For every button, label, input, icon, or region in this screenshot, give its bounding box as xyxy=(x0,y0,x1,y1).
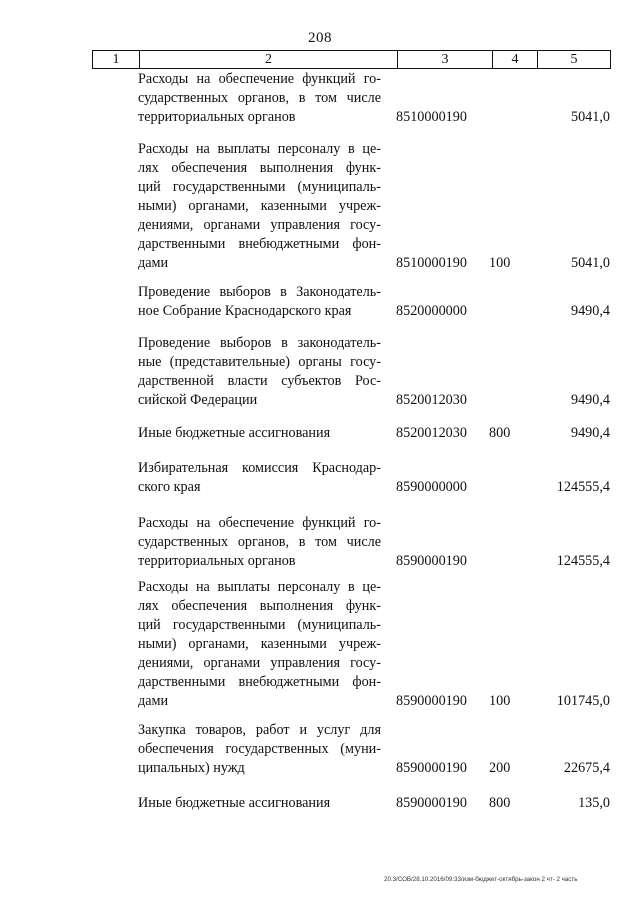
row-description-line: Расходы на обеспечение функций го- xyxy=(138,71,381,87)
row-amount: 22675,4 xyxy=(563,760,610,776)
row-description-line: сийской Федерации xyxy=(138,392,258,408)
row-description-line: ными) органами, казенными учреж- xyxy=(138,198,381,214)
row-target-code: 8510000190 xyxy=(396,255,467,271)
row-description-line: Расходы на обеспечение функций го- xyxy=(138,515,381,531)
row-description-line: Проведение выборов в законодатель- xyxy=(138,335,381,351)
row-description xyxy=(138,283,381,321)
row-description-line: сударственных органов, в том числе xyxy=(138,534,381,550)
row-amount: 9490,4 xyxy=(570,392,610,408)
row-description xyxy=(138,794,381,813)
row-target-code: 8590000190 xyxy=(396,760,467,776)
row-description xyxy=(138,514,381,571)
column-header-4: 4 xyxy=(493,51,538,69)
row-description xyxy=(138,334,381,410)
row-description-line: дениями, органами управления госу- xyxy=(138,217,381,233)
row-target-code: 8590000000 xyxy=(396,479,467,495)
row-target-code: 8520000000 xyxy=(396,303,467,319)
row-description xyxy=(138,140,381,273)
row-description-line: ципальных) нужд xyxy=(138,760,245,776)
row-description xyxy=(138,70,381,127)
row-description-line: дарственными внебюджетными фон- xyxy=(138,236,381,252)
row-description-line: дами xyxy=(138,693,169,709)
row-description-line: территориальных органов xyxy=(138,109,296,125)
footer-note: 20.3/СОВ/28.10.2016/09:33/изм-бюджет-октябрь-закон 2 чт- 2 часть xyxy=(384,876,578,883)
row-expense-type: 800 xyxy=(489,795,511,811)
row-expense-type: 100 xyxy=(489,255,511,271)
row-expense-type: 800 xyxy=(489,425,511,441)
column-header-1: 1 xyxy=(93,51,140,69)
row-target-code: 8520012030 xyxy=(396,392,467,408)
row-target-code: 8510000190 xyxy=(396,109,467,125)
row-target-code: 8590000190 xyxy=(396,553,467,569)
row-description-line: дами xyxy=(138,255,169,271)
row-description-line: дарственной власти субъектов Рос- xyxy=(138,373,381,389)
row-description-line: ные (представительные) органы госу- xyxy=(138,354,381,370)
row-description-line: сударственных органов, в том числе xyxy=(138,90,381,106)
row-description-line: ций государственными (муниципаль- xyxy=(138,179,381,195)
column-header-2: 2 xyxy=(140,51,398,69)
row-description-line: ное Собрание Краснодарского края xyxy=(138,303,352,319)
row-amount: 5041,0 xyxy=(570,109,610,125)
row-amount: 101745,0 xyxy=(556,693,610,709)
row-amount: 124555,4 xyxy=(556,553,610,569)
row-description-line: дарственными внебюджетными фон- xyxy=(138,674,381,690)
row-amount: 9490,4 xyxy=(570,425,610,441)
row-description-line: Расходы на выплаты персоналу в це- xyxy=(138,579,381,595)
row-expense-type: 100 xyxy=(489,693,511,709)
row-description xyxy=(138,424,381,443)
row-description-line: дениями, органами управления госу- xyxy=(138,655,381,671)
row-description-line: Избирательная комиссия Краснодар- xyxy=(138,460,381,476)
row-amount: 124555,4 xyxy=(556,479,610,495)
column-header-3: 3 xyxy=(398,51,493,69)
row-description-line: территориальных органов xyxy=(138,553,296,569)
row-target-code: 8590000190 xyxy=(396,795,467,811)
row-target-code: 8590000190 xyxy=(396,693,467,709)
row-description-line: Иные бюджетные ассигнования xyxy=(138,425,331,441)
row-description-line: лях обеспечения выполнения функ- xyxy=(138,160,381,176)
row-description xyxy=(138,459,381,497)
row-description-line: лях обеспечения выполнения функ- xyxy=(138,598,381,614)
row-description-line: Закупка товаров, работ и услуг для xyxy=(138,722,381,738)
row-description-line: ными) органами, казенными учреж- xyxy=(138,636,381,652)
page-number: 208 xyxy=(308,30,332,46)
row-amount: 135,0 xyxy=(578,795,610,811)
row-description-line: Иные бюджетные ассигнования xyxy=(138,795,331,811)
row-target-code: 8520012030 xyxy=(396,425,467,441)
column-header-5: 5 xyxy=(538,51,611,69)
row-description xyxy=(138,578,381,711)
row-expense-type: 200 xyxy=(489,760,511,776)
row-description-line: Расходы на выплаты персоналу в це- xyxy=(138,141,381,157)
row-description-line: Проведение выборов в Законодатель- xyxy=(138,284,381,300)
row-amount: 9490,4 xyxy=(570,303,610,319)
row-description-line: ций государственными (муниципаль- xyxy=(138,617,381,633)
row-description xyxy=(138,721,381,778)
row-description-line: ского края xyxy=(138,479,201,495)
row-description-line: обеспечения государственных (муни- xyxy=(138,741,381,757)
row-amount: 5041,0 xyxy=(570,255,610,271)
